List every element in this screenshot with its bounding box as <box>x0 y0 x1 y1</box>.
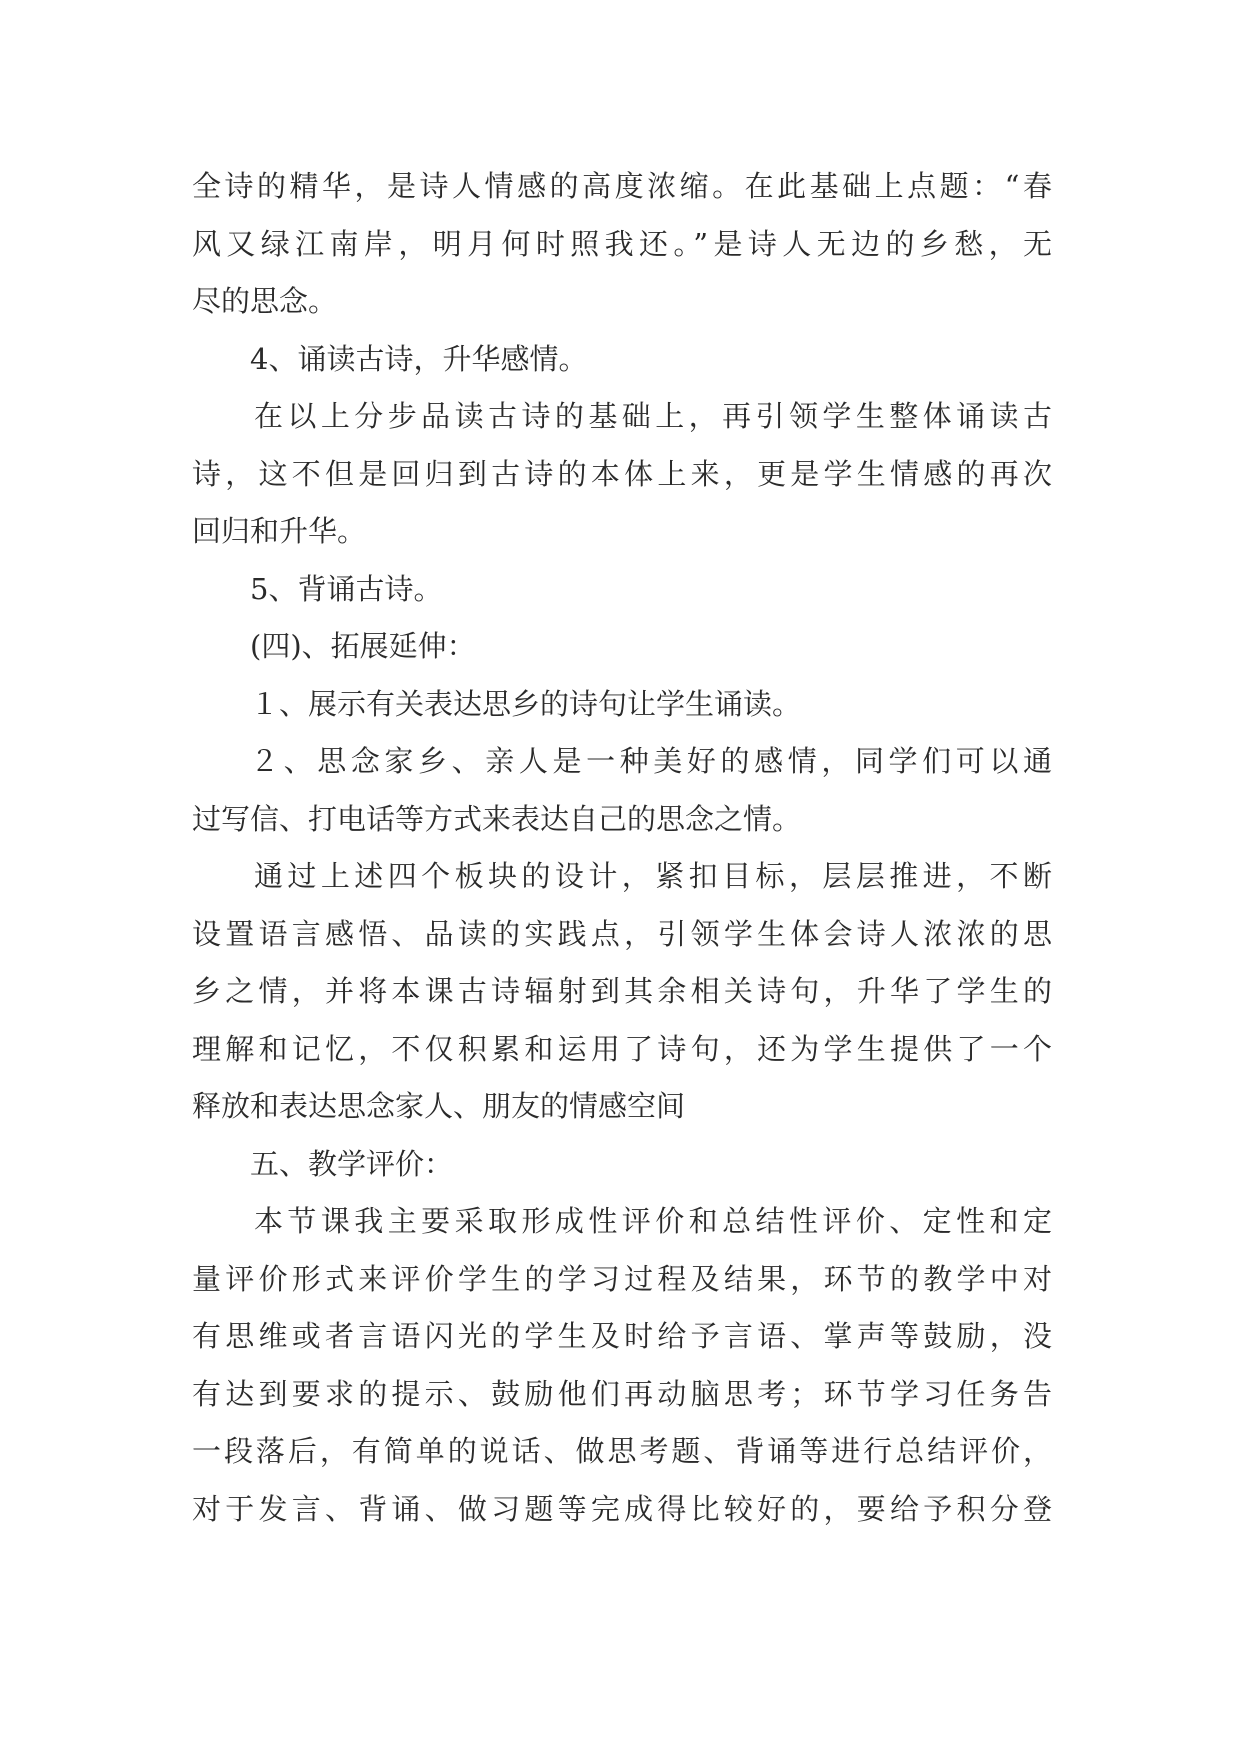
body-text <box>192 158 1052 1538</box>
paragraph-poem-essence <box>192 158 1052 331</box>
text-line: (四)、拓展延伸： <box>250 629 476 663</box>
text-line: 回归和升华。 <box>192 514 367 548</box>
text-line: 尽的思念。 <box>192 284 338 318</box>
step-heading-recite <box>192 331 1052 389</box>
text-line: 4、诵读古诗，升华感情。 <box>250 341 588 376</box>
text-line: 有思维或者言语闪光的学生及时给予言语、掌声等鼓励，没 <box>192 1319 1052 1353</box>
step-heading-memorize <box>192 561 1052 619</box>
text-line: １、展示有关表达思乡的诗句让学生诵读。 <box>250 686 802 721</box>
text-line: 本节课我主要采取形成性评价和总结性评价、定性和定 <box>254 1204 1052 1238</box>
paragraph-recite-whole <box>192 388 1052 561</box>
text-line: 一段落后，有简单的说话、做思考题、背诵等进行总结评价， <box>192 1434 1052 1468</box>
paragraph-evaluation <box>192 1193 1052 1538</box>
section-heading-evaluation <box>192 1136 1052 1194</box>
section-heading-extension <box>192 618 1052 676</box>
text-line: 诗，这不但是回归到古诗的本体上来，更是学生情感的再次 <box>192 456 1052 491</box>
text-line: 通过上述四个板块的设计，紧扣目标，层层推进，不断 <box>254 859 1052 893</box>
text-line: 5、背诵古诗。 <box>250 571 443 606</box>
text-line: ２、思念家乡、亲人是一种美好的感情，同学们可以通 <box>250 744 1052 778</box>
text-line: 设置语言感悟、品读的实践点，引领学生体会诗人浓浓的思 <box>192 916 1052 951</box>
text-line: 乡之情，并将本课古诗辐射到其余相关诗句，升华了学生的 <box>192 974 1052 1008</box>
text-line: 过写信、打电话等方式来表达自己的思念之情。 <box>192 801 802 836</box>
extension-item-1 <box>192 676 1052 734</box>
text-line: 五、教学评价： <box>250 1146 454 1181</box>
text-line: 释放和表达思念家人、朋友的情感空间 <box>192 1089 686 1123</box>
paragraph-design-summary <box>192 848 1052 1136</box>
extension-item-2 <box>192 733 1052 848</box>
text-line: 风又绿江南岸，明月何时照我还。”是诗人无边的乡愁，无 <box>192 226 1052 261</box>
text-line: 理解和记忆，不仅积累和运用了诗句，还为学生提供了一个 <box>192 1031 1052 1066</box>
text-line: 对于发言、背诵、做习题等完成得比较好的，要给予积分登 <box>192 1491 1052 1526</box>
text-line: 全诗的精华，是诗人情感的高度浓缩。在此基础上点题：“春 <box>192 169 1052 203</box>
text-line: 量评价形式来评价学生的学习过程及结果，环节的教学中对 <box>192 1261 1052 1296</box>
text-line: 有达到要求的提示、鼓励他们再动脑思考；环节学习任务告 <box>192 1376 1052 1411</box>
text-line: 在以上分步品读古诗的基础上，再引领学生整体诵读古 <box>254 399 1052 433</box>
